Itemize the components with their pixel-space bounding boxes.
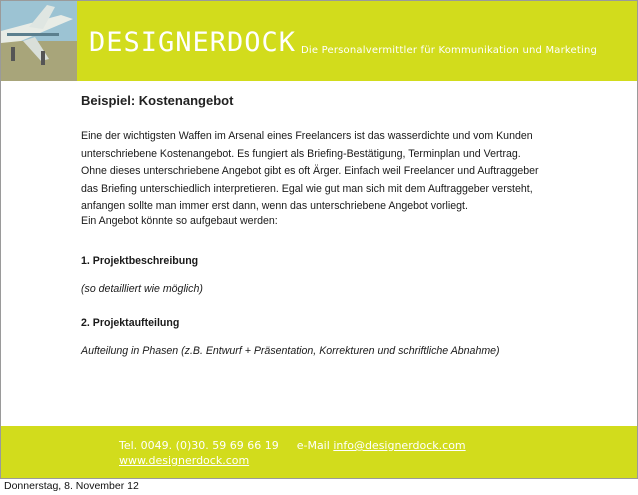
page-title: Beispiel: Kostenangebot [81,93,234,108]
tagline: Die Personalvermittler für Kommunikation und Marketing [301,45,598,56]
header-photo-airplane [1,1,77,81]
section-2-heading: 2. Projektaufteilung [81,317,180,329]
footer-bar [1,426,637,478]
email-label: e-Mail [296,439,330,452]
section-1-heading: 1. Projektbeschreibung [81,255,199,267]
date-label: Donnerstag, 8. November 12 [4,480,139,492]
paragraph-line: Ohne dieses unterschriebene Angebot gibt es oft Ärger. Einfach weil Freelancer und Auftraggeber [81,165,539,177]
website-link[interactable]: www.designerdock.com [119,454,250,467]
intro-text: Ein Angebot könnte so aufgebaut werden: [81,215,278,227]
email-link[interactable]: info@designerdock.com [333,439,466,452]
contact-info [119,438,466,468]
paragraph-line: Eine der wichtigsten Waffen im Arsenal eines Freelancers ist das wasserdichte und vom Kunden [81,130,533,142]
logo-text: DESIGNERDOCK [89,27,297,58]
section-2-note: Aufteilung in Phasen (z.B. Entwurf + Präsentation, Korrekturen und schriftliche Abnahme) [81,345,500,357]
paragraph-line: unterschriebene Kostenangebot. Es fungiert als Briefing-Bestätigung, Terminplan und Vertrag. [81,147,521,160]
phone-number: Tel. 0049. (0)30. 59 69 66 19 [119,439,279,452]
airplane-image-icon [1,1,77,81]
paragraph-line: das Briefing unterschiedlich interpretieren. Egal wie gut man sich mit dem Auftraggeber versteht, [81,182,533,195]
header-bar [1,1,637,81]
section-1-note: (so detailliert wie möglich) [81,283,203,295]
paragraph-line: anfangen sollte man immer erst dann, wenn das unterschriebene Angebot vorliegt. [81,200,468,212]
body-paragraph [81,128,581,216]
